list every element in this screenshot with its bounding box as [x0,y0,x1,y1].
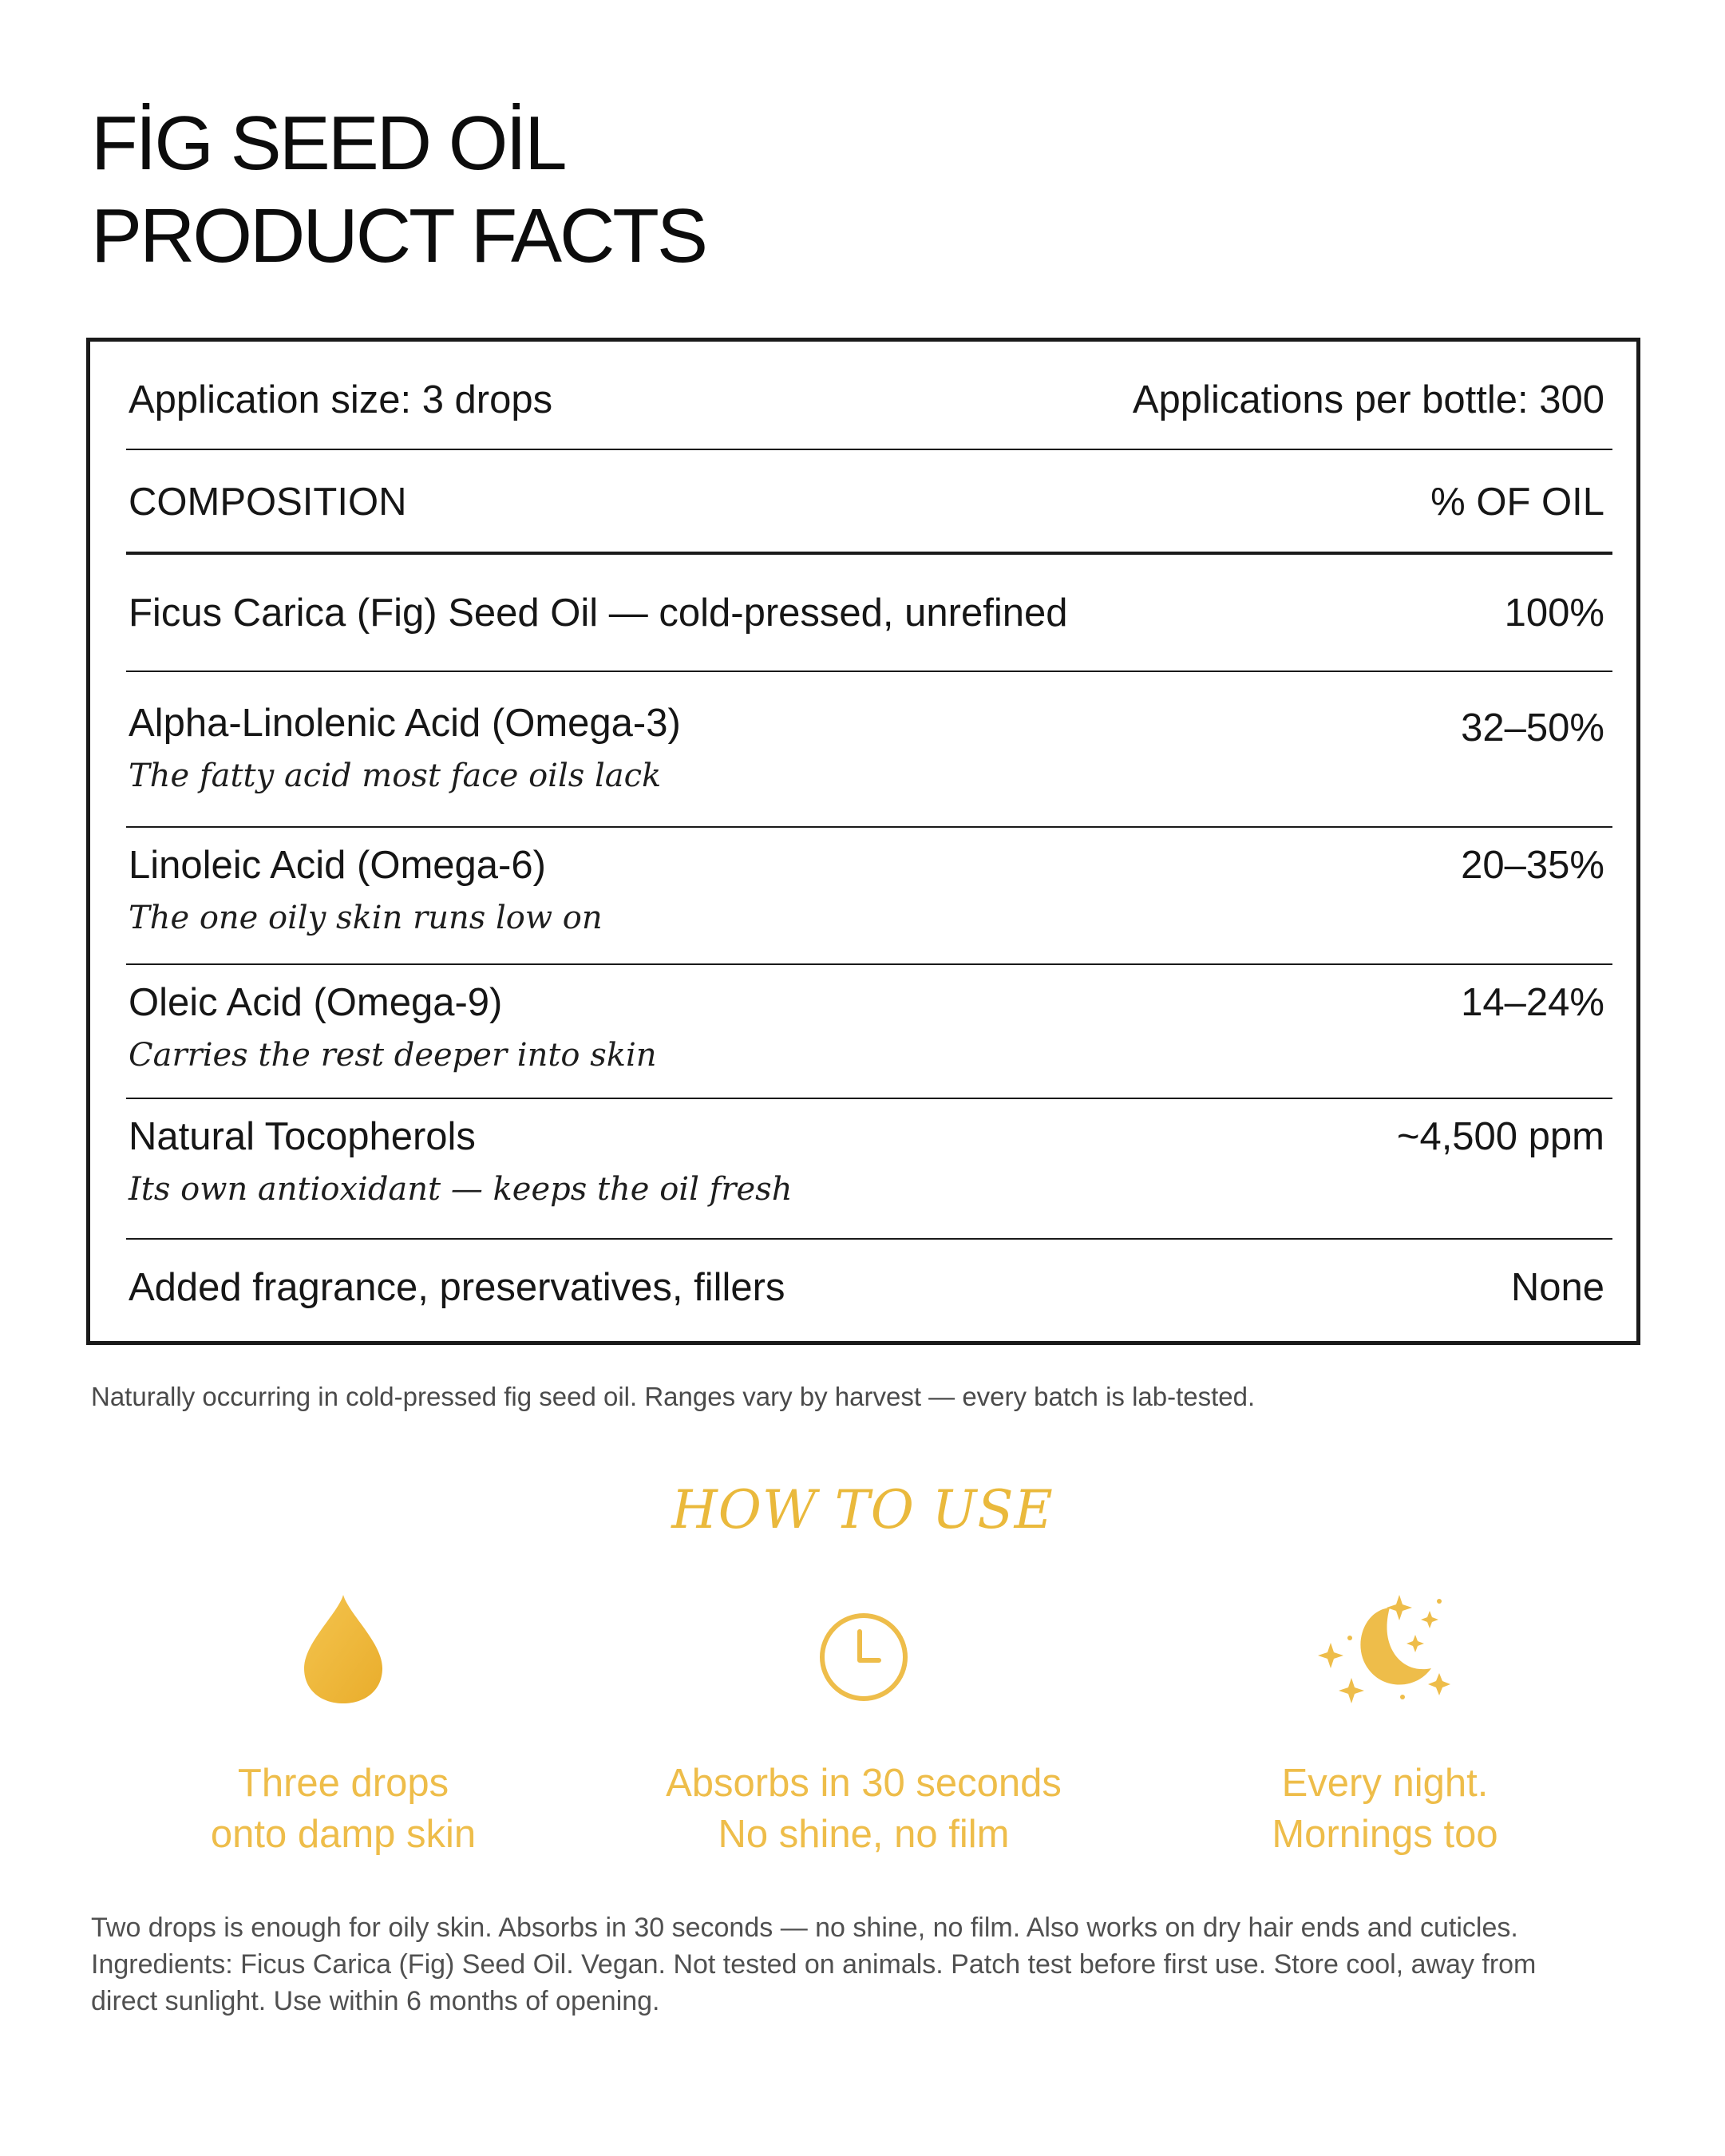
ingredient-name: Oleic Acid (Omega-9) [129,981,503,1024]
bottom-note-line-3: direct sunlight. Use within 6 months of opening. [91,1986,660,2016]
step-line-2: Mornings too [1272,1813,1498,1856]
table-row [129,979,1604,1076]
page-title [91,97,706,283]
product-facts-table [86,338,1640,1345]
step-three-drops [96,1588,591,1860]
divider [126,671,1612,672]
ingredient-value: 14–24% [1461,981,1604,1024]
ingredient-name: Linoleic Acid (Omega-6) [129,844,546,887]
divider [126,963,1612,965]
table-row [129,589,1604,637]
bottom-note-line-2: Ingredients: Ficus Carica (Fig) Seed Oil. Vegan. Not tested on animals. Patch test before first use. Store cool, away from [91,1949,1537,1980]
step-line-1: Absorbs in 30 seconds [666,1762,1062,1805]
ingredient-value: 32–50% [1461,706,1604,750]
step-line-1: Every night. [1281,1762,1489,1805]
step-line-2: No shine, no film [718,1813,1010,1856]
ingredient-value: 100% [1504,591,1604,635]
facts-footnote: Naturally occurring in cold-pressed fig seed oil. Ranges vary by harvest — every batch is lab-tested. [91,1382,1256,1411]
title-line-1: FİG SEED OİL [91,101,565,186]
divider [126,1098,1612,1099]
ingredient-value: 20–35% [1461,844,1604,887]
composition-header: COMPOSITION [129,481,407,524]
title-line-2: PRODUCT FACTS [91,193,706,279]
ingredient-value: None [1510,1266,1604,1309]
how-to-use-title: HOW TO USE [671,1479,1054,1541]
ingredient-name: Ficus Carica (Fig) Seed Oil — cold-pressed, unrefined [129,591,1068,635]
application-size: Application size: 3 drops [129,378,553,421]
table-row [129,699,1604,797]
ingredient-note: The one oily skin runs low on [129,900,603,936]
divider [126,449,1612,450]
header-divider [126,552,1612,555]
moon-stars-icon [1313,1588,1457,1708]
step-line-2: onto damp skin [210,1813,477,1856]
applications-per-bottle: Applications per bottle: 300 [1132,378,1604,421]
table-row [129,1264,1604,1311]
divider [126,826,1612,828]
ingredient-note: Carries the rest deeper into skin [129,1037,657,1074]
ingredient-name: Added fragrance, preservatives, fillers [129,1266,785,1309]
percent-header: % OF OIL [1430,481,1604,524]
step-line-1: Three drops [237,1762,449,1805]
table-header [129,478,1604,526]
table-row [129,1113,1604,1210]
ingredient-note: The fatty acid most face oils lack [129,758,662,794]
bottom-note-line-1: Two drops is enough for oily skin. Absorbs in 30 seconds — no shine, no film. Also works on dry hair ends and cuticles. [91,1913,1518,1943]
ingredient-value: ~4,500 ppm [1396,1115,1604,1158]
table-row [129,841,1604,939]
ingredient-note: Its own antioxidant — keeps the oil fresh [129,1171,793,1208]
clock-icon [812,1588,916,1708]
step-absorbs [616,1588,1111,1860]
ingredient-name: Natural Tocopherols [129,1115,476,1158]
oil-drop-icon [291,1588,395,1708]
divider [126,1238,1612,1240]
ingredient-name: Alpha-Linolenic Acid (Omega-3) [129,702,681,745]
step-every-night [1137,1588,1632,1860]
serving-row [129,376,1604,424]
bottom-note [91,1909,1624,2020]
